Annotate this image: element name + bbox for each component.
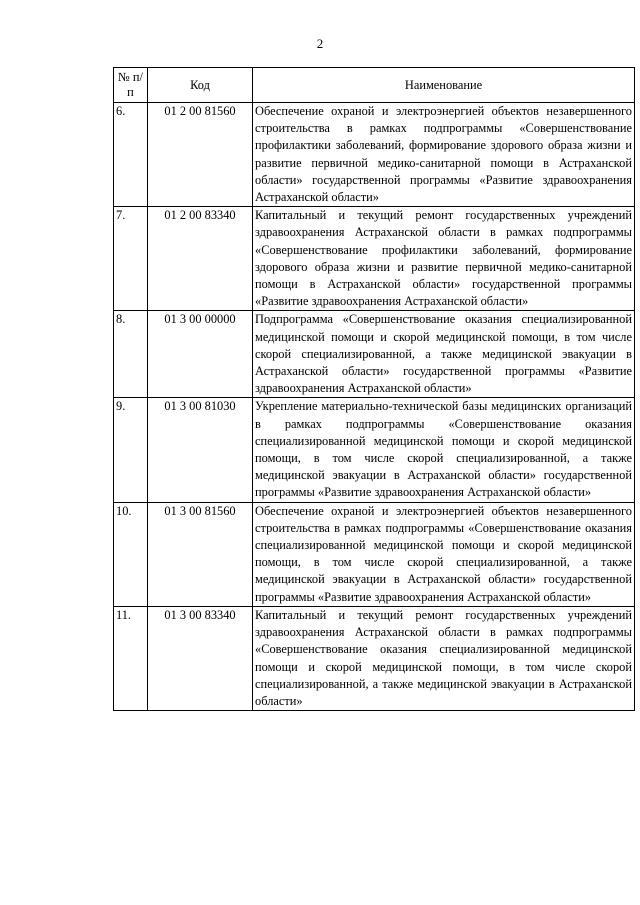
row-name: Капитальный и текущий ремонт государственных учреждений здравоохранения Астраханской области в рамках подпрограммы «Совершенствование оказания специализированной медицинской помощи и скорой медицинской помощи, в том числе скорой специализированной, а также медицинской эвакуации в Астраханской области» [253,606,635,710]
row-code: 01 3 00 83340 [148,606,253,710]
row-name: Обеспечение охраной и электроэнергией объектов незавершенного строительства в рамках подпрограммы «Совершенствование оказания специализированной медицинской помощи и скорой медицинской помощи, в том числе скорой специализированной, а также медицинской эвакуации в Астраханской области» государственной программы «Развитие здравоохранения Астраханской области» [253,502,635,606]
table-row [114,502,635,606]
row-num: 11. [114,606,148,710]
row-code: 01 3 00 81560 [148,502,253,606]
table-row [114,103,635,207]
page-number: 2 [316,36,324,51]
table-row [114,606,635,710]
header-name: Наименование [253,68,635,103]
row-num: 10. [114,502,148,606]
row-num: 9. [114,398,148,502]
row-name: Капитальный и текущий ремонт государственных учреждений здравоохранения Астраханской области в рамках подпрограммы «Совершенствование профилактики заболеваний, формирование здорового образа жизни и развитие первичной медико-санитарной помощи в Астраханской области» государственной программы «Развитие здравоохранения Астраханской области» [253,207,635,311]
table-header-row [114,68,635,103]
table-row [114,311,635,398]
row-num: 6. [114,103,148,207]
row-num: 8. [114,311,148,398]
header-num: № п/п [114,68,148,103]
header-code: Код [148,68,253,103]
budget-codes-table [113,67,635,711]
row-name: Подпрограмма «Совершенствование оказания специализированной медицинской помощи и скорой медицинской помощи, в том числе скорой специализированной, а также медицинской эвакуации в Астраханской области» государственной программы «Развитие здравоохранения Астраханской области» [253,311,635,398]
table-row [114,398,635,502]
row-name: Обеспечение охраной и электроэнергией объектов незавершенного строительства в рамках подпрограммы «Совершенствование профилактики заболеваний, формирование здорового образа жизни и развитие первичной медико-санитарной помощи в Астраханской области» государственной программы «Развитие здравоохранения Астраханской области» [253,103,635,207]
row-code: 01 2 00 83340 [148,207,253,311]
row-name: Укрепление материально-технической базы медицинских организаций в рамках подпрограммы «Совершенствование оказания специализированной медицинской помощи и скорой медицинской помощи, в том числе скорой специализированной, а также медицинской эвакуации в Астраханской области» государственной программы «Развитие здравоохранения Астраханской области» [253,398,635,502]
table-row [114,207,635,311]
row-num: 7. [114,207,148,311]
row-code: 01 3 00 81030 [148,398,253,502]
row-code: 01 2 00 81560 [148,103,253,207]
row-code: 01 3 00 00000 [148,311,253,398]
